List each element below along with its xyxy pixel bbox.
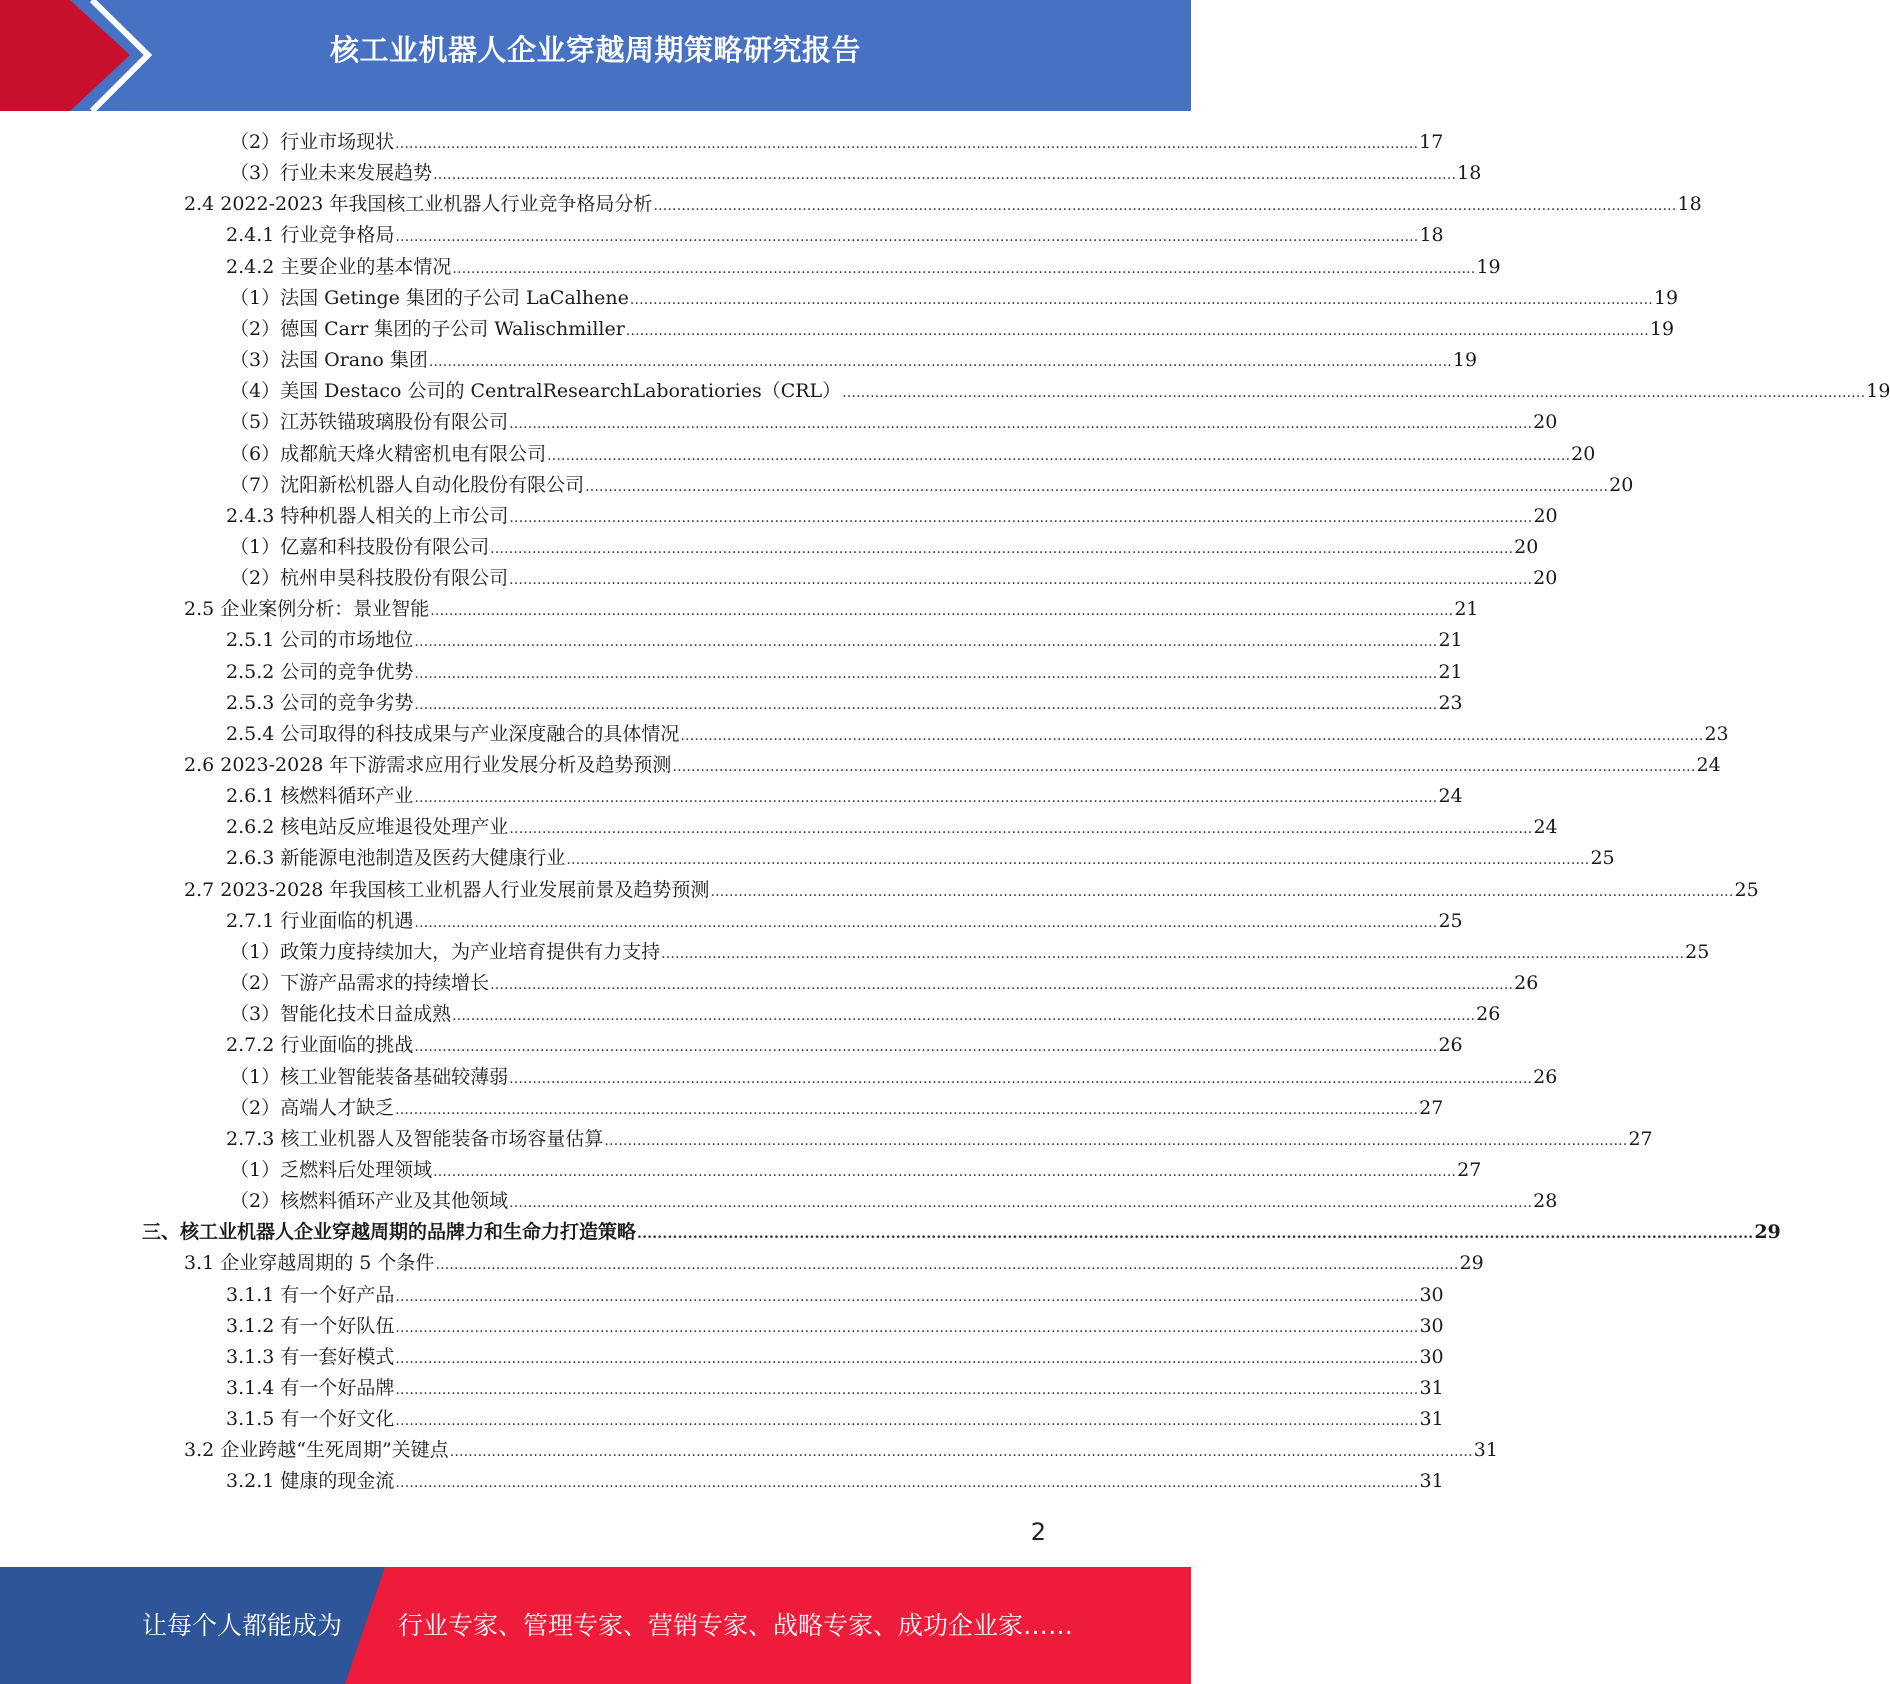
toc-entry[interactable] — [226, 719, 1729, 749]
toc-dot-leader: ............................................................................................................................................................................................................................ — [414, 634, 1438, 651]
toc-entry-title: 3.1.2 有一个好队伍 — [226, 1314, 395, 1337]
toc-entry-title: 2.5.2 公司的竞争优势 — [226, 660, 414, 683]
toc-entry-page: 30 — [1419, 1314, 1444, 1337]
toc-dot-leader: ............................................................................................................................................................................................................................ — [490, 977, 1514, 994]
toc-entry[interactable] — [226, 252, 1501, 282]
toc-entry-title: （2）高端人才缺乏 — [230, 1096, 395, 1119]
toc-entry[interactable] — [226, 1280, 1444, 1310]
toc-entry-page: 19 — [1649, 317, 1675, 340]
toc-entry[interactable] — [230, 1155, 1482, 1185]
toc-entry[interactable] — [226, 1124, 1653, 1154]
toc-entry[interactable] — [230, 158, 1482, 188]
toc-entry-page: 18 — [1457, 162, 1482, 185]
toc-entry-page: 28 — [1533, 1190, 1558, 1213]
toc-dot-leader: ............................................................................................................................................................................................................................ — [433, 167, 1457, 184]
toc-entry[interactable] — [184, 1248, 1484, 1278]
toc-entry-page: 20 — [1514, 535, 1539, 558]
toc-entry-title: （6）成都航天烽火精密机电有限公司 — [230, 442, 547, 465]
toc-entry[interactable] — [226, 812, 1558, 842]
toc-entry[interactable] — [230, 283, 1679, 313]
toc-entry-title: 2.5.4 公司取得的科技成果与产业深度融合的具体情况 — [226, 722, 680, 745]
toc-entry-page: 31 — [1419, 1377, 1444, 1399]
toc-dot-leader: ............................................................................................................................................................................................................................ — [637, 1226, 1754, 1243]
toc-entry-title: （3）行业未来发展趋势 — [230, 162, 433, 185]
toc-entry[interactable] — [230, 407, 1558, 437]
toc-entry[interactable] — [226, 688, 1463, 718]
toc-entry-title: （1）法国 Getinge 集团的子公司 LaCalhene — [230, 286, 629, 309]
toc-entry-title: 2.6.3 新能源电池制造及医药大健康行业 — [226, 847, 566, 870]
toc-entry-page: 25 — [1590, 847, 1615, 870]
page-footer — [0, 1567, 1191, 1684]
toc-entry-page: 30 — [1419, 1283, 1444, 1306]
toc-entry[interactable] — [230, 532, 1539, 562]
toc-entry-title: 2.6.2 核电站反应堆退役处理产业 — [226, 816, 509, 839]
toc-dot-leader: ............................................................................................................................................................................................................................ — [452, 260, 1476, 277]
toc-dot-leader: ............................................................................................................................................................................................................................ — [653, 198, 1677, 215]
toc-entry-page: 19 — [1476, 255, 1501, 278]
toc-entry[interactable] — [230, 470, 1634, 500]
toc-entry-page: 21 — [1438, 629, 1463, 652]
toc-entry-title: （4）美国 Destaco 公司的 CentralResearchLaboratiories（CRL） — [230, 380, 842, 403]
toc-entry-page: 26 — [1533, 1065, 1558, 1088]
toc-dot-leader: ............................................................................................................................................................................................................................ — [435, 1257, 1459, 1274]
toc-entry-page: 21 — [1438, 660, 1463, 683]
toc-entry[interactable] — [184, 189, 1702, 219]
toc-entry-page: 31 — [1419, 1408, 1444, 1431]
toc-entry-page: 31 — [1419, 1470, 1444, 1493]
toc-entry-title: （2）核燃料循环产业及其他领域 — [230, 1190, 509, 1213]
toc-dot-leader: ............................................................................................................................................................................................................................ — [490, 540, 1514, 557]
toc-entry-page: 30 — [1419, 1345, 1444, 1368]
toc-entry[interactable] — [230, 968, 1539, 998]
toc-entry[interactable] — [230, 314, 1675, 344]
toc-entry[interactable] — [230, 127, 1444, 157]
toc-entry-page: 25 — [1685, 940, 1710, 963]
toc-dot-leader: ............................................................................................................................................................................................................................ — [414, 696, 1438, 713]
toc-entry-page: 27 — [1628, 1127, 1653, 1150]
toc-entry[interactable] — [226, 657, 1463, 687]
toc-dot-leader: ............................................................................................................................................................................................................................ — [395, 229, 1419, 246]
toc-entry-title: 3.1 企业穿越周期的 5 个条件 — [184, 1252, 435, 1275]
toc-dot-leader: ............................................................................................................................................................................................................................ — [604, 1132, 1628, 1149]
toc-dot-leader: ............................................................................................................................................................................................................................ — [672, 759, 1696, 775]
toc-entry-title: 3.1.3 有一套好模式 — [226, 1345, 395, 1368]
toc-entry-page: 24 — [1533, 816, 1558, 839]
toc-entry-page: 26 — [1514, 972, 1539, 995]
toc-entry-title: 2.4 2022-2023 年我国核工业机器人行业竞争格局分析 — [184, 193, 653, 216]
toc-dot-leader: ............................................................................................................................................................................................................................ — [414, 665, 1438, 682]
toc-dot-leader: ............................................................................................................................................................................................................................ — [509, 416, 1533, 433]
toc-entry[interactable] — [184, 875, 1759, 905]
toc-dot-leader: ............................................................................................................................................................................................................................ — [395, 136, 1419, 152]
toc-entry-page: 27 — [1457, 1158, 1482, 1181]
toc-entry[interactable] — [184, 750, 1721, 780]
toc-dot-leader: ............................................................................................................................................................................................................................ — [629, 291, 1653, 308]
toc-entry[interactable] — [230, 1186, 1558, 1216]
toc-entry[interactable] — [226, 906, 1463, 936]
toc-entry-title: 2.5.3 公司的竞争劣势 — [226, 691, 414, 714]
toc-entry-page: 19 — [1653, 286, 1679, 309]
toc-entry-title: 2.4.2 主要企业的基本情况 — [226, 255, 452, 278]
toc-entry-title: 2.5 企业案例分析：景业智能 — [184, 598, 430, 621]
toc-dot-leader: ............................................................................................................................................................................................................................ — [710, 883, 1734, 900]
toc-entry[interactable] — [226, 1373, 1444, 1403]
toc-entry-title: （3）法国 Orano 集团 — [230, 349, 428, 372]
toc-entry-page: 23 — [1704, 722, 1729, 745]
toc-entry-title: 2.6 2023-2028 年下游需求应用行业发展分析及趋势预测 — [184, 754, 672, 776]
toc-dot-leader: ............................................................................................................................................................................................................................ — [509, 1195, 1533, 1212]
toc-entry-page: 24 — [1696, 754, 1721, 776]
toc-entry-title: （1）亿嘉和科技股份有限公司 — [230, 535, 490, 558]
toc-entry-title: 2.7.3 核工业机器人及智能装备市场容量估算 — [226, 1127, 604, 1150]
toc-entry-title: （1）政策力度持续加大，为产业培育提供有力支持 — [230, 940, 661, 963]
toc-entry-page: 18 — [1677, 193, 1702, 216]
toc-entry-page: 20 — [1533, 411, 1558, 434]
toc-dot-leader: ............................................................................................................................................................................................................................ — [449, 1444, 1473, 1461]
toc-dot-leader: ............................................................................................................................................................................................................................ — [566, 852, 1590, 869]
toc-entry-title: 2.6.1 核燃料循环产业 — [226, 785, 414, 808]
toc-entry[interactable] — [142, 1217, 1781, 1247]
toc-dot-leader: ............................................................................................................................................................................................................................ — [547, 447, 1571, 464]
toc-entry-title: 3.1.1 有一个好产品 — [226, 1283, 395, 1306]
toc-entry[interactable] — [230, 937, 1710, 967]
toc-entry[interactable] — [226, 1404, 1444, 1434]
toc-entry-title: 3.2 企业跨越“生死周期”关键点 — [184, 1439, 449, 1462]
toc-entry-page: 24 — [1438, 785, 1463, 808]
toc-entry-page: 20 — [1571, 442, 1596, 465]
toc-entry[interactable] — [230, 345, 1478, 375]
toc-dot-leader: ............................................................................................................................................................................................................................ — [509, 509, 1533, 526]
toc-entry[interactable] — [226, 1466, 1444, 1496]
toc-dot-leader: ............................................................................................................................................................................................................................ — [842, 385, 1866, 402]
toc-dot-leader: ............................................................................................................................................................................................................................ — [395, 1101, 1419, 1118]
toc-dot-leader: ............................................................................................................................................................................................................................ — [433, 1163, 1457, 1180]
toc-entry[interactable] — [230, 439, 1596, 469]
toc-entry-title: （5）江苏铁锚玻璃股份有限公司 — [230, 411, 509, 434]
footer-slogan-left: 让每个人都能成为 — [142, 1611, 343, 1640]
toc-entry-page: 23 — [1438, 691, 1463, 714]
toc-dot-leader: ............................................................................................................................................................................................................................ — [395, 1350, 1419, 1367]
toc-entry[interactable] — [226, 1030, 1463, 1060]
toc-entry-title: 三、核工业机器人企业穿越周期的品牌力和生命力打造策略 — [142, 1221, 637, 1244]
toc-dot-leader: ............................................................................................................................................................................................................................ — [414, 790, 1438, 807]
toc-entry-page: 26 — [1476, 1003, 1501, 1026]
toc-entry-title: 2.7.2 行业面临的挑战 — [226, 1034, 414, 1057]
toc-dot-leader: ............................................................................................................................................................................................................................ — [395, 1413, 1419, 1430]
toc-dot-leader: ............................................................................................................................................................................................................................ — [428, 354, 1452, 371]
toc-entry-page: 19 — [1866, 380, 1890, 403]
toc-dot-leader: ............................................................................................................................................................................................................................ — [430, 603, 1454, 620]
toc-dot-leader: ............................................................................................................................................................................................................................ — [395, 1475, 1419, 1492]
page-header — [0, 0, 1191, 111]
toc-entry-title: 3.1.5 有一个好文化 — [226, 1408, 395, 1431]
toc-entry-page: 21 — [1454, 598, 1479, 621]
toc-entry-title: （1）乏燃料后处理领域 — [230, 1158, 433, 1181]
page-number: 2 — [1030, 1518, 1046, 1546]
toc-entry[interactable] — [226, 625, 1463, 655]
toc-dot-leader: ............................................................................................................................................................................................................................ — [625, 322, 1649, 339]
toc-entry-page: 29 — [1459, 1252, 1484, 1275]
toc-entry[interactable] — [230, 999, 1501, 1029]
toc-entry-title: 2.4.3 特种机器人相关的上市公司 — [226, 504, 509, 527]
toc-dot-leader: ............................................................................................................................................................................................................................ — [661, 945, 1685, 962]
toc-entry-title: 2.5.1 公司的市场地位 — [226, 629, 414, 652]
toc-entry-title: （2）杭州申昊科技股份有限公司 — [230, 567, 509, 590]
toc-entry[interactable] — [226, 220, 1444, 250]
toc-dot-leader: ............................................................................................................................................................................................................................ — [509, 572, 1533, 589]
toc-entry-page: 29 — [1754, 1221, 1781, 1244]
toc-entry-page: 18 — [1419, 224, 1444, 247]
toc-entry-title: 2.7 2023-2028 年我国核工业机器人行业发展前景及趋势预测 — [184, 878, 710, 901]
toc-entry[interactable] — [230, 1062, 1558, 1092]
toc-entry-page: 31 — [1473, 1439, 1498, 1462]
toc-dot-leader: ............................................................................................................................................................................................................................ — [509, 821, 1533, 838]
toc-dot-leader: ............................................................................................................................................................................................................................ — [680, 727, 1704, 744]
toc-entry[interactable] — [226, 781, 1463, 811]
toc-entry-page: 26 — [1438, 1034, 1463, 1057]
toc-entry-title: 2.7.1 行业面临的机遇 — [226, 909, 414, 932]
toc-dot-leader: ............................................................................................................................................................................................................................ — [395, 1382, 1419, 1398]
toc-entry[interactable] — [230, 1093, 1444, 1123]
toc-entry[interactable] — [184, 1435, 1498, 1465]
toc-entry[interactable] — [230, 376, 1890, 406]
toc-entry-page: 17 — [1419, 131, 1444, 153]
toc-entry[interactable] — [226, 1311, 1444, 1341]
toc-dot-leader: ............................................................................................................................................................................................................................ — [585, 478, 1609, 495]
toc-entry-title: 2.4.1 行业竞争格局 — [226, 224, 395, 247]
toc-entry-page: 20 — [1533, 504, 1558, 527]
toc-entry[interactable] — [226, 843, 1615, 873]
toc-entry-page: 19 — [1452, 349, 1478, 372]
toc-entry-title: （3）智能化技术日益成熟 — [230, 1003, 452, 1026]
toc-entry[interactable] — [230, 563, 1558, 593]
toc-entry-page: 20 — [1533, 567, 1558, 590]
toc-dot-leader: ............................................................................................................................................................................................................................ — [452, 1008, 1476, 1025]
toc-entry[interactable] — [226, 1342, 1444, 1372]
footer-slogan-right: 行业专家、管理专家、营销专家、战略专家、成功企业家…… — [398, 1611, 1074, 1640]
toc-entry-title: （7）沈阳新松机器人自动化股份有限公司 — [230, 473, 585, 496]
toc-entry-title: （2）下游产品需求的持续增长 — [230, 972, 490, 995]
toc-entry-page: 25 — [1734, 878, 1759, 901]
toc-entry-page: 20 — [1609, 473, 1634, 496]
toc-entry-page: 25 — [1438, 909, 1463, 932]
toc-entry-title: （2）德国 Carr 集团的子公司 Walischmiller — [230, 317, 625, 340]
toc-entry-title: 3.2.1 健康的现金流 — [226, 1470, 395, 1493]
toc-entry-title: （2）行业市场现状 — [230, 131, 395, 153]
toc-entry-title: （1）核工业智能装备基础较薄弱 — [230, 1065, 509, 1088]
toc-dot-leader: ............................................................................................................................................................................................................................ — [414, 914, 1438, 931]
toc-dot-leader: ............................................................................................................................................................................................................................ — [414, 1039, 1438, 1056]
toc-entry[interactable] — [226, 501, 1558, 531]
toc-entry-page: 27 — [1419, 1096, 1444, 1119]
toc-dot-leader: ............................................................................................................................................................................................................................ — [395, 1319, 1419, 1336]
toc-entry[interactable] — [184, 594, 1479, 624]
toc-entry-title: 3.1.4 有一个好品牌 — [226, 1377, 395, 1399]
toc-dot-leader: ............................................................................................................................................................................................................................ — [395, 1288, 1419, 1305]
toc-dot-leader: ............................................................................................................................................................................................................................ — [509, 1070, 1533, 1087]
document-title: 核工业机器人企业穿越周期策略研究报告 — [329, 33, 861, 67]
